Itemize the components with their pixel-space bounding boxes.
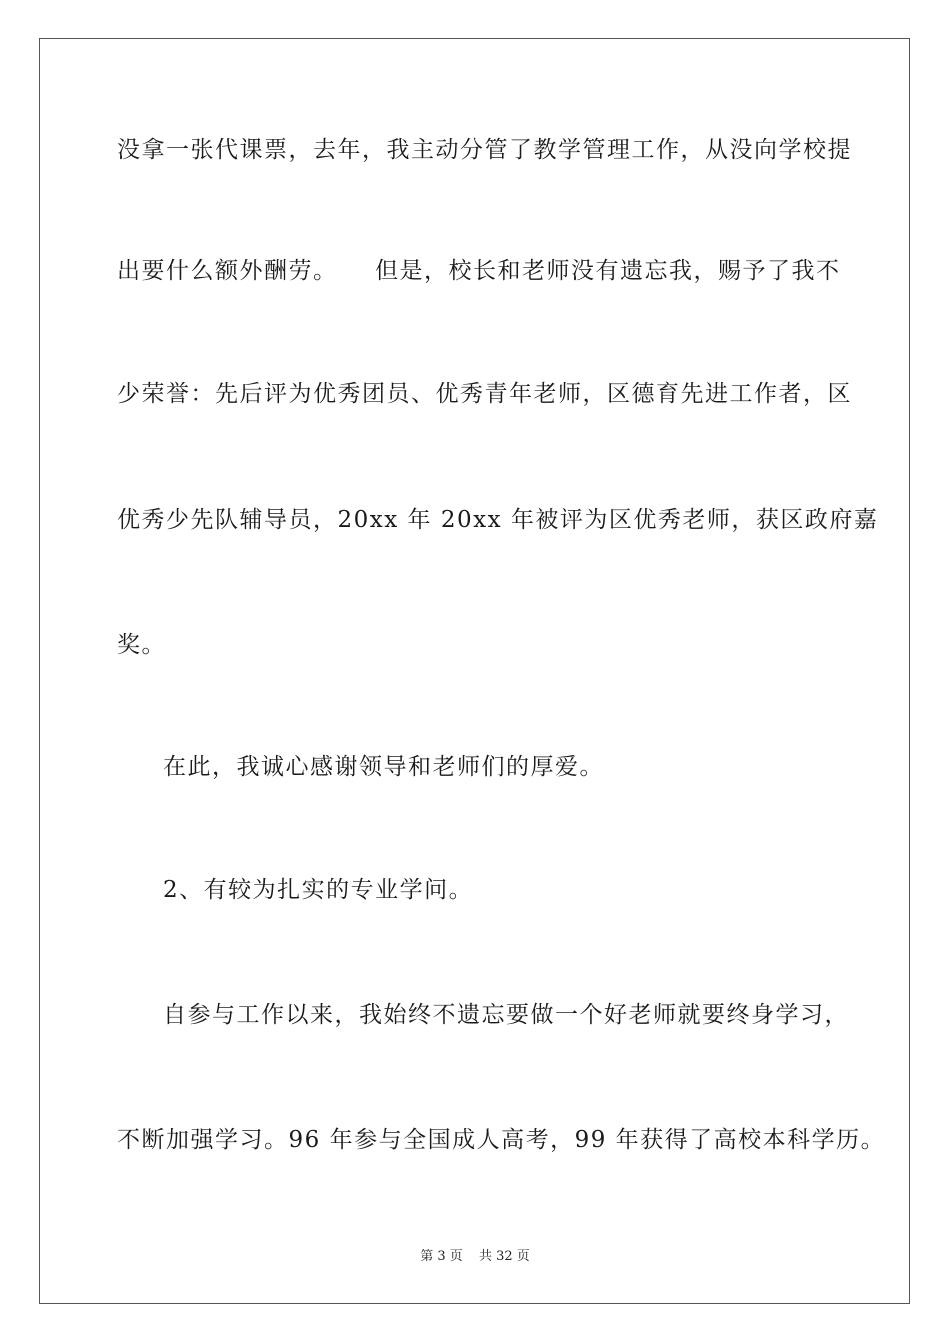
body-line-1: 没拿一张代课票，去年，我主动分管了教学管理工作，从没向学校提: [117, 137, 852, 163]
body-line-2: 出要什么额外酬劳。 但是，校长和老师没有遗忘我，赐予了我不: [117, 258, 841, 284]
body-paragraph-thanks: 在此，我诚心感谢领导和老师们的厚爱。: [163, 754, 604, 780]
page-border: [39, 38, 910, 1304]
body-line-5: 奖。: [117, 632, 166, 658]
section-heading-2: 2、有较为扎实的专业学问。: [163, 877, 474, 903]
page-total: 共 32 页: [478, 1249, 530, 1264]
page-footer: [0, 1248, 950, 1266]
page-number: 第 3 页: [420, 1249, 463, 1264]
body-line-4: 优秀少先队辅导员，20xx 年 20xx 年被评为区优秀老师，获区政府嘉: [117, 507, 879, 533]
body-line-3: 少荣誉：先后评为优秀团员、优秀青年老师，区德育先进工作者，区: [117, 381, 852, 407]
body-line-9: 不断加强学习。96 年参与全国成人高考，99 年获得了高校本科学历。: [117, 1127, 886, 1153]
body-line-8: 自参与工作以来，我始终不遗忘要做一个好老师就要终身学习，: [163, 1002, 849, 1028]
